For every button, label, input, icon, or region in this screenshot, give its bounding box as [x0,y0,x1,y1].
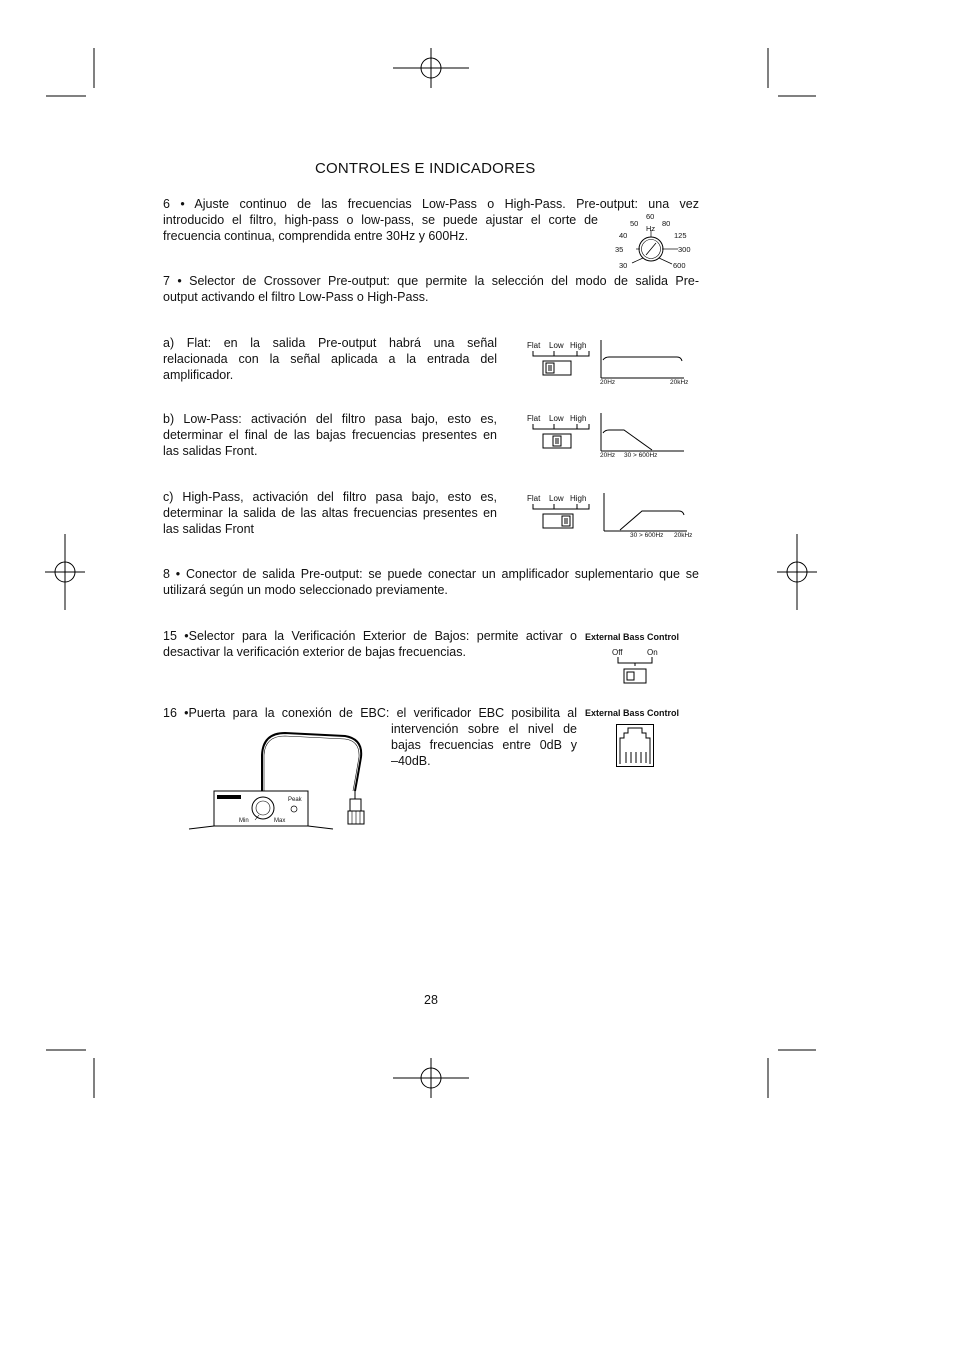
item16-text [163,705,577,721]
knob-mark-35: 35 [615,245,624,254]
item6-line: 6 • Ajuste continuo de las frecuencias Low-Pass o High-Pass. Pre-output: una vez [163,197,699,211]
item15-text [163,628,577,660]
switch-flat-icon [533,351,589,375]
mode-highpass-line: c) High-Pass, activación del filtro pasa bajo, esto es, [163,490,497,504]
switch-b-flat-label: Flat [527,414,541,423]
lowpass-response-graph-icon [601,413,684,451]
knob-mark-300: 300 [678,245,691,254]
knob-mark-30: 30 [619,261,628,270]
switch-a-flat-label: Flat [527,341,541,350]
mode-highpass-line: determinar la salida de las altas frecuencias presentes en [163,506,497,520]
graph-b-mid-label: 30 > 600Hz [624,452,658,459]
ebc-switch-heading: External Bass Control [585,632,680,642]
graph-a-left-label: 20Hz [600,379,616,386]
graph-c-mid-label: 30 > 600Hz [630,532,664,539]
remote-peak-label: Peak [288,797,302,803]
mode-lowpass-line: las salidas Front. [163,444,258,458]
item8-line: 8 • Conector de salida Pre-output: se puede conectar un amplificador suplementario que se [163,567,699,581]
item7-line: 7 • Selector de Crossover Pre-output: que permite la selección del modo de salida Pre- [163,274,699,288]
remote-min-label: Min [239,818,249,824]
mode-highpass-line: las salidas Front [163,522,255,536]
item16-text-cont [391,721,577,769]
mode-flat-line: a) Flat: en la salida Pre-output habrá una señal [163,336,497,350]
mode-lowpass-line: determinar el final de las bajas frecuencias presentes en [163,428,497,442]
switch-highpass-icon [533,504,589,528]
switch-c-high-label: High [570,494,587,503]
switch-b-high-label: High [570,414,587,423]
graph-b-left-label: 20Hz [600,452,616,459]
item8-text [163,566,699,598]
item6-line: frecuencia continua, comprendida entre 30Hz y 600Hz. [163,229,469,243]
switch-lowpass-icon [533,424,589,448]
item8-line: utilizará según un modo seleccionado previamente. [163,583,448,597]
item16-line: –40dB. [391,754,431,768]
knob-mark-50: 50 [630,219,639,228]
switch-c-flat-label: Flat [527,494,541,503]
page-number: 28 [424,993,438,1007]
rj-port-icon [612,722,658,770]
switch-a-high-label: High [570,341,587,350]
item6-line: introducido el filtro, high-pass o low-pass, se puede ajustar el corte de [163,213,598,227]
item15-line: 15 •Selector para la Verificación Exterior de Bajos: permite activar o [163,629,577,643]
knob-mark-80: 80 [662,219,671,228]
mode-flat-line: amplificador. [163,368,234,382]
ebc-on-label: On [647,648,658,657]
switch-b-low-label: Low [549,414,564,423]
knob-mark-125: 125 [674,231,687,240]
ebc-port-heading: External Bass Control [585,708,680,718]
ebc-off-label: Off [612,648,623,657]
item16-line: 16 •Puerta para la conexión de EBC: el verificador EBC posibilita al [163,706,577,720]
mode-flat-line: relacionada con la señal aplicada a la entrada del [163,352,497,366]
item16-line: bajas frecuencias entre 0dB y [391,738,577,752]
ebc-switch-icon [615,656,655,686]
knob-unit: Hz [646,224,656,233]
knob-mark-600: 600 [673,261,686,270]
item15-line: desactivar la verificación exterior de bajas frecuencias. [163,645,466,659]
graph-c-right-label: 20kHz [674,532,693,539]
flat-response-graph-icon [601,340,684,378]
item7-line: output activando el filtro Low-Pass o High-Pass. [163,290,429,304]
switch-c-low-label: Low [549,494,564,503]
remote-max-label: Max [274,818,286,824]
knob-mark-60: 60 [646,212,655,221]
graph-a-right-label: 20kHz [670,379,689,386]
highpass-response-graph-icon [604,493,687,531]
page-title: CONTROLES E INDICADORES [315,160,536,177]
mode-lowpass-line: b) Low-Pass: activación del filtro pasa bajo, esto es, [163,412,497,426]
item16-line: intervención sobre el nivel de [391,722,577,736]
switch-a-low-label: Low [549,341,564,350]
knob-mark-40: 40 [619,231,628,240]
